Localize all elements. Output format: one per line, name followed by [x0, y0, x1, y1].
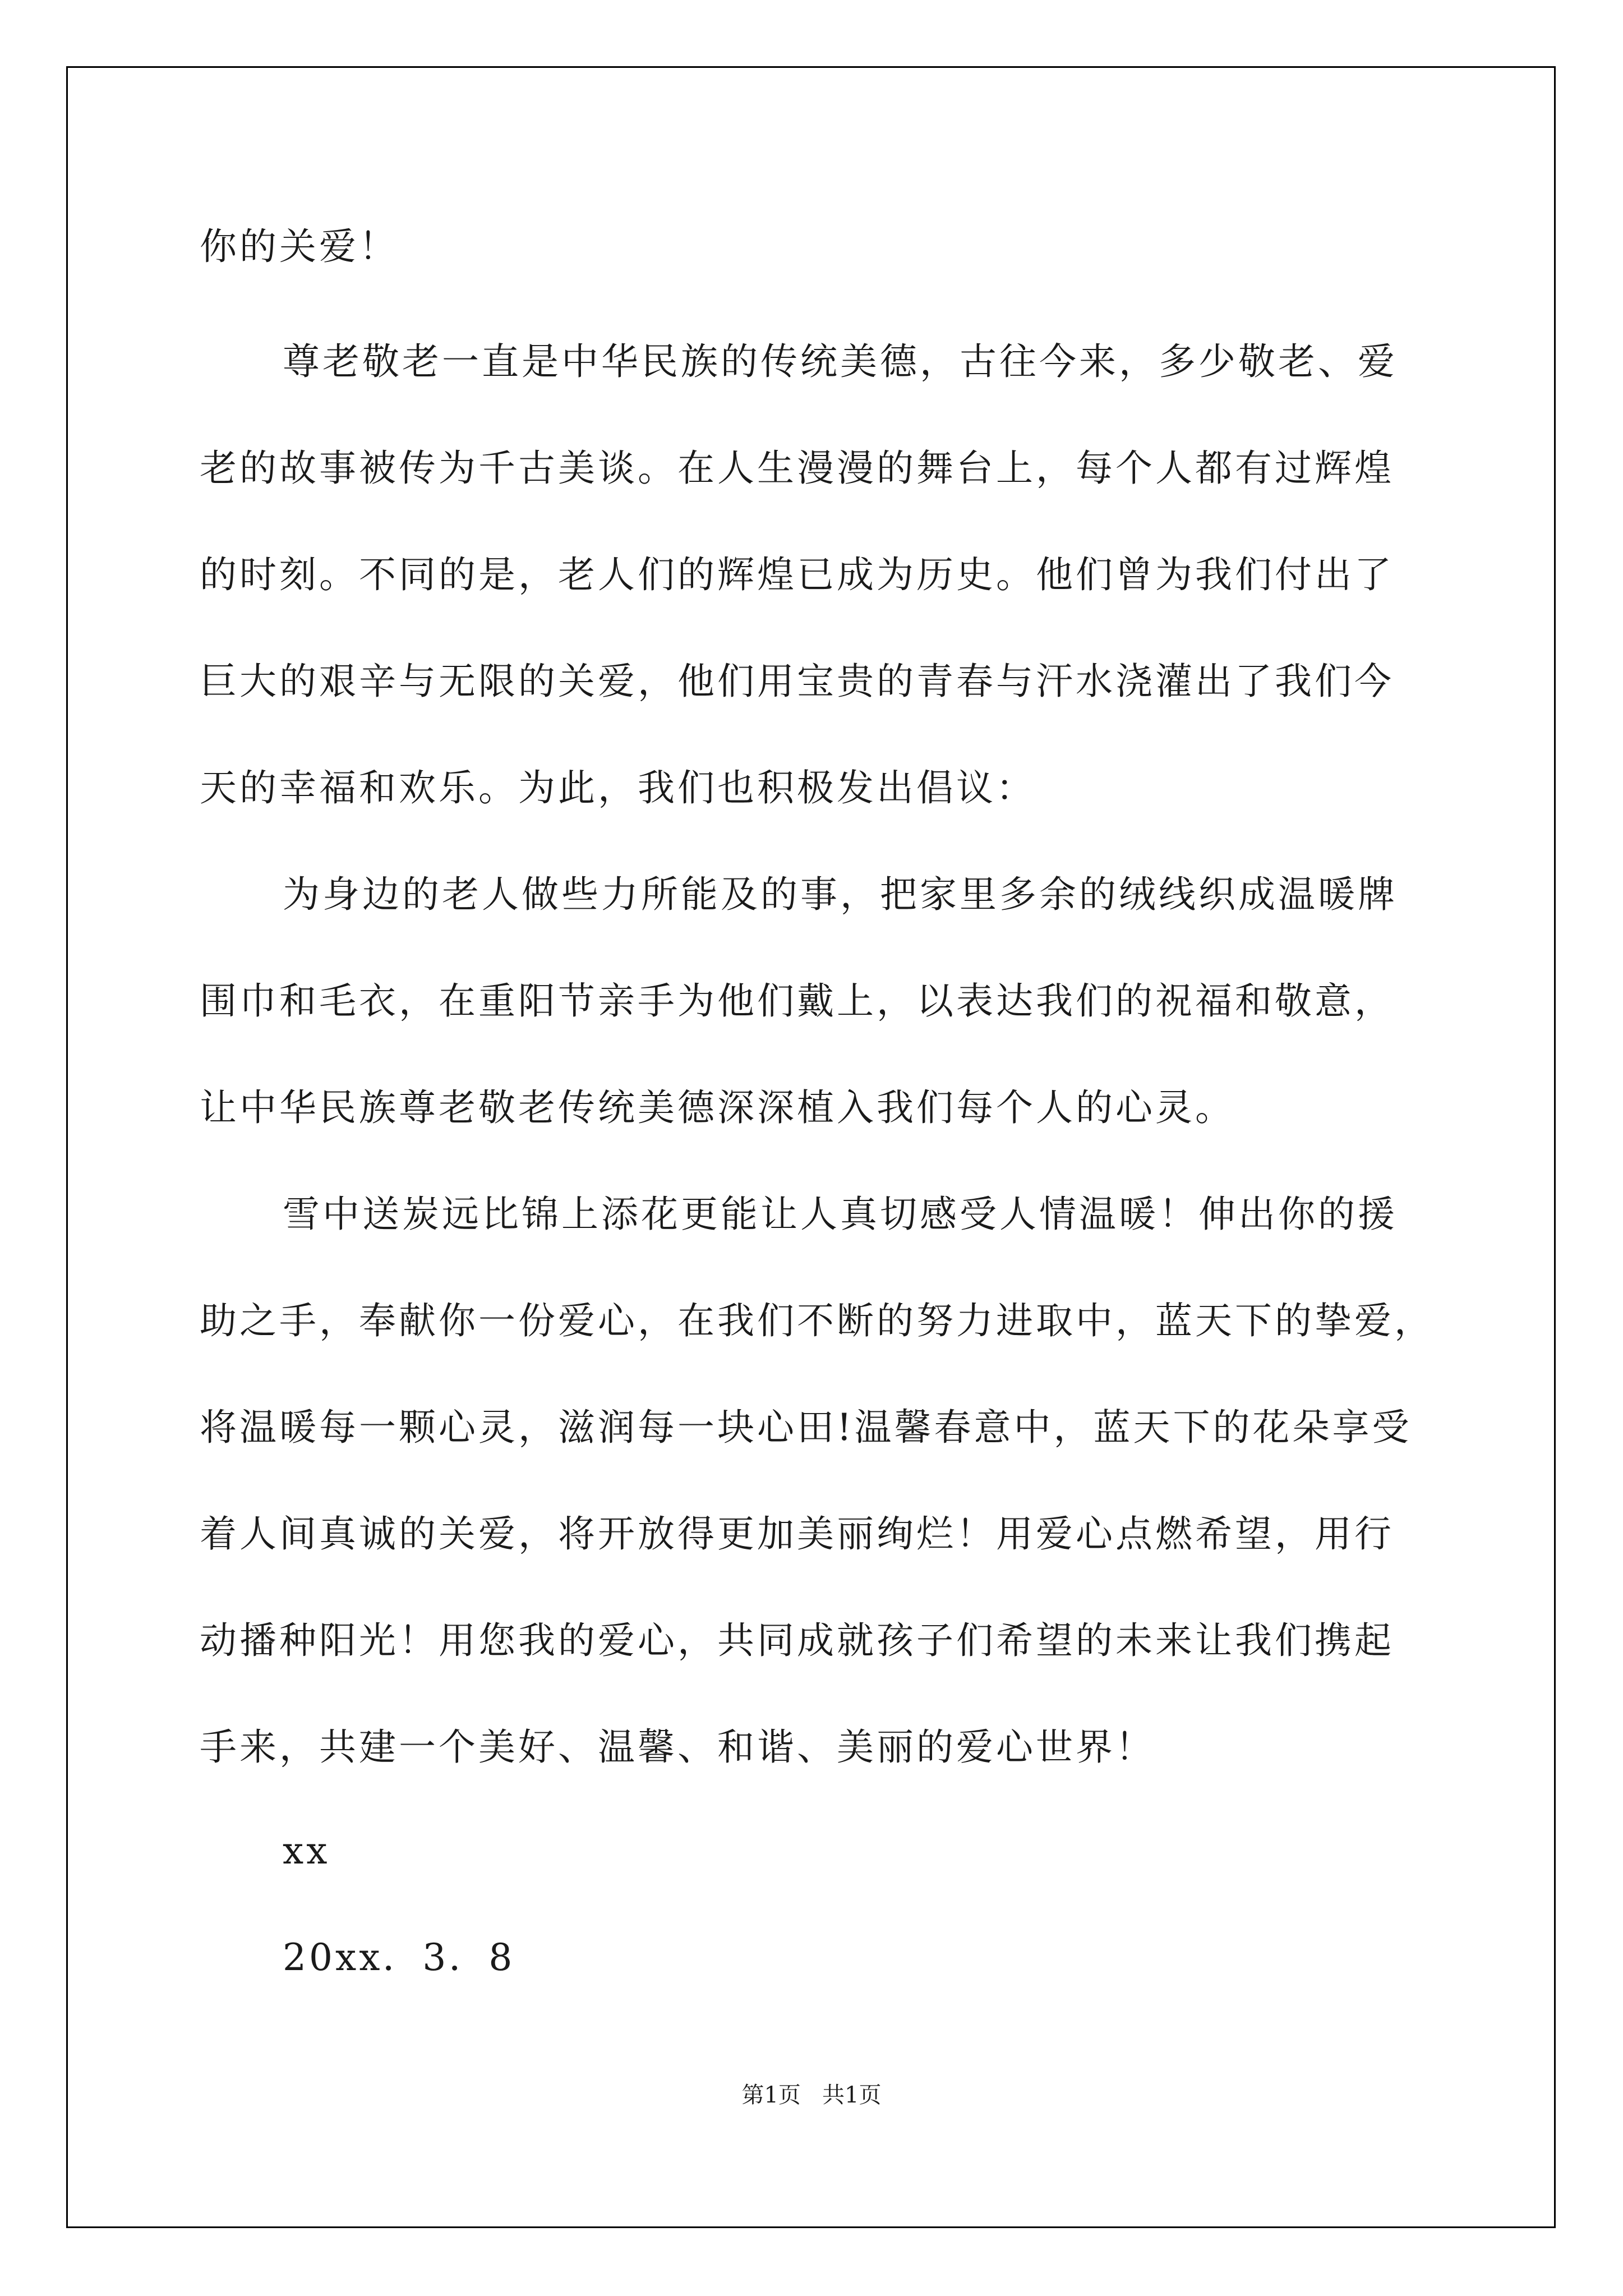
body-line: 手来，共建一个美好、温馨、和谐、美丽的爱心世界！	[200, 1726, 1155, 1769]
body-line: 让中华民族尊老敬老传统美德深深植入我们每个人的心灵。	[200, 1086, 1235, 1129]
paragraph-start-line: 雪中送炭远比锦上添花更能让人真切感受人情温暖！伸出你的援	[283, 1193, 1398, 1236]
body-line: 你的关爱！	[200, 225, 399, 268]
body-line: 动播种阳光！用您我的爱心，共同成就孩子们希望的未来让我们携起	[200, 1619, 1394, 1662]
paragraph-start-line: 尊老敬老一直是中华民族的传统美德，古往今来，多少敬老、爱	[283, 340, 1398, 383]
body-line: 的时刻。不同的是，老人们的辉煌已成为历史。他们曾为我们付出了	[200, 553, 1394, 596]
signature: xx	[283, 1829, 330, 1872]
body-line: 助之手，奉献你一份爱心，在我们不断的努力进取中，蓝天下的挚爱，	[200, 1299, 1434, 1342]
body-line: 巨大的艰辛与无限的关爱，他们用宝贵的青春与汗水浇灌出了我们今	[200, 660, 1394, 703]
body-line: 老的故事被传为千古美谈。在人生漫漫的舞台上，每个人都有过辉煌	[200, 447, 1394, 490]
body-line: 着人间真诚的关爱，将开放得更加美丽绚烂！用爱心点燃希望，用行	[200, 1512, 1394, 1556]
paragraph-start-line: 为身边的老人做些力所能及的事，把家里多余的绒线织成温暖牌	[283, 873, 1398, 916]
page-frame	[66, 66, 1556, 2228]
letter-date: 20xx．3．8	[283, 1936, 515, 1979]
body-line: 将温暖每一颗心灵，滋润每一块心田!温馨春意中，蓝天下的花朵享受	[200, 1406, 1412, 1449]
page-number-footer: 第1页 共1页	[741, 2082, 882, 2108]
body-line: 围巾和毛衣，在重阳节亲手为他们戴上，以表达我们的祝福和敬意，	[200, 979, 1394, 1023]
body-line: 天的幸福和欢乐。为此，我们也积极发出倡议：	[200, 766, 1036, 809]
